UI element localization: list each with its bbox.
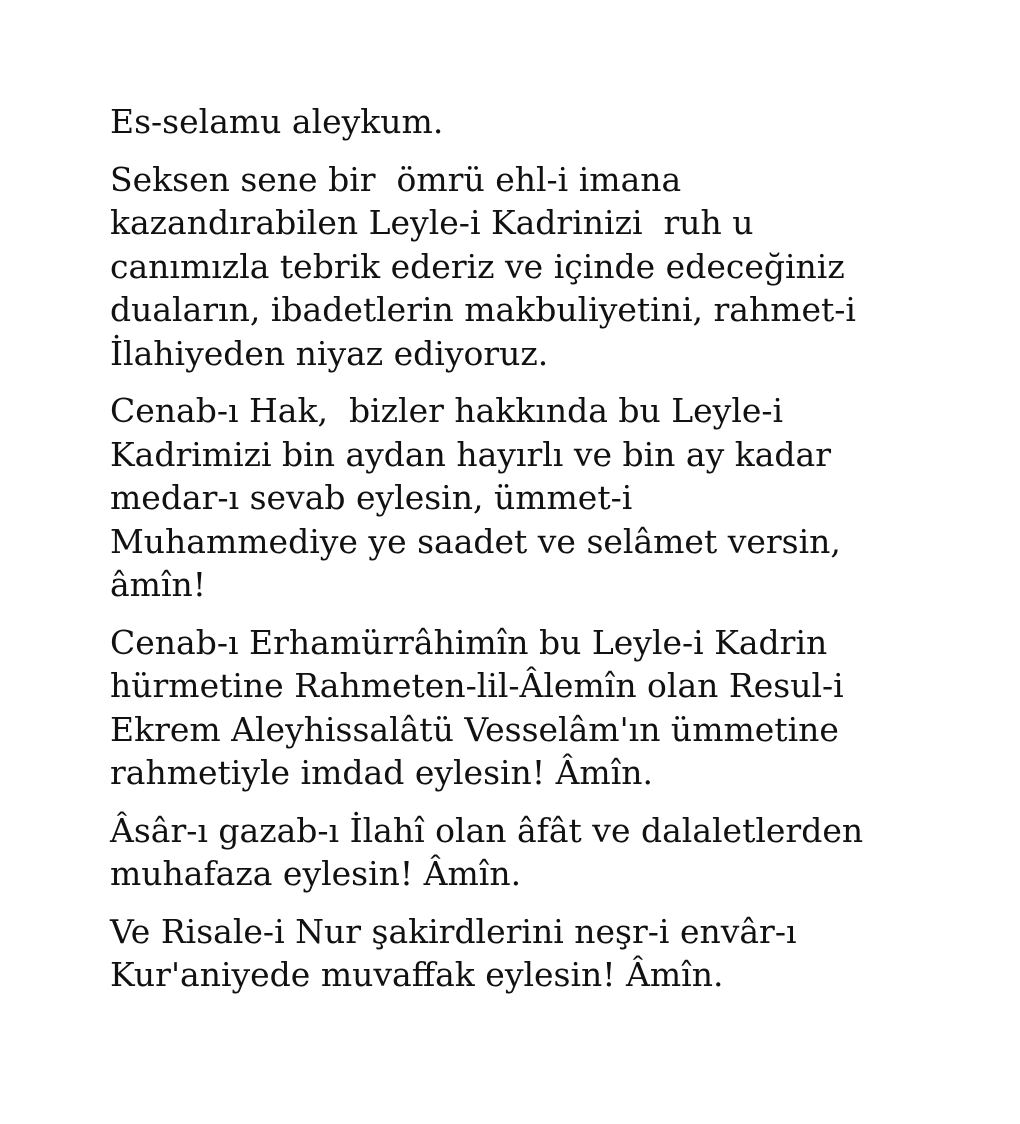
prayer-paragraph-4 (110, 910, 970, 997)
text-line: âmîn! (110, 565, 207, 604)
text-line: Seksen sene bir ömrü ehl-i imana (110, 159, 682, 199)
text-line: Cenab-ı Hak, bizler hakkında bu Leyle-i (110, 391, 784, 430)
text-line: duaların, ibadetlerin makbuliyetini, rahmet-i (110, 290, 856, 329)
text-line: Cenab-ı Erhamürrâhimîn bu Leyle-i Kadrin (110, 622, 828, 662)
text-line: İlahiyeden niyaz ediyoruz. (110, 333, 549, 373)
text-line: Ekrem Aleyhissalâtü Vesselâm'ın ümmetine (110, 709, 839, 749)
text-line: Muhammediye ye saadet ve selâmet versin, (110, 521, 841, 561)
text-line: Es-selamu aleykum. (110, 102, 444, 141)
text-line: muhafaza eylesin! Âmîn. (110, 854, 522, 893)
document-body (110, 100, 970, 1011)
text-line: canımızla tebrik ederiz ve içinde edeceğiniz (110, 246, 845, 286)
text-line: Kur'aniyede muvaffak eylesin! Âmîn. (110, 955, 724, 994)
text-line: Kadrimizi bin aydan hayırlı ve bin ay kadar (110, 434, 831, 474)
congratulation-paragraph (110, 158, 970, 376)
text-line: medar-ı sevab eylesin, ümmet-i (110, 478, 633, 517)
prayer-paragraph-3 (110, 809, 970, 896)
text-line: hürmetine Rahmeten-lil-Âlemîn olan Resul-i (110, 666, 844, 705)
text-line: kazandırabilen Leyle-i Kadrinizi ruh u (110, 203, 754, 242)
greeting-paragraph (110, 100, 970, 144)
text-line: rahmetiyle imdad eylesin! Âmîn. (110, 753, 653, 792)
prayer-paragraph-2 (110, 621, 970, 795)
text-line: Ve Risale-i Nur şakirdlerini neşr-i envâr-ı (110, 911, 797, 951)
text-line: Âsâr-ı gazab-ı İlahî olan âfât ve dalaletlerden (110, 810, 864, 850)
prayer-paragraph-1 (110, 389, 970, 607)
